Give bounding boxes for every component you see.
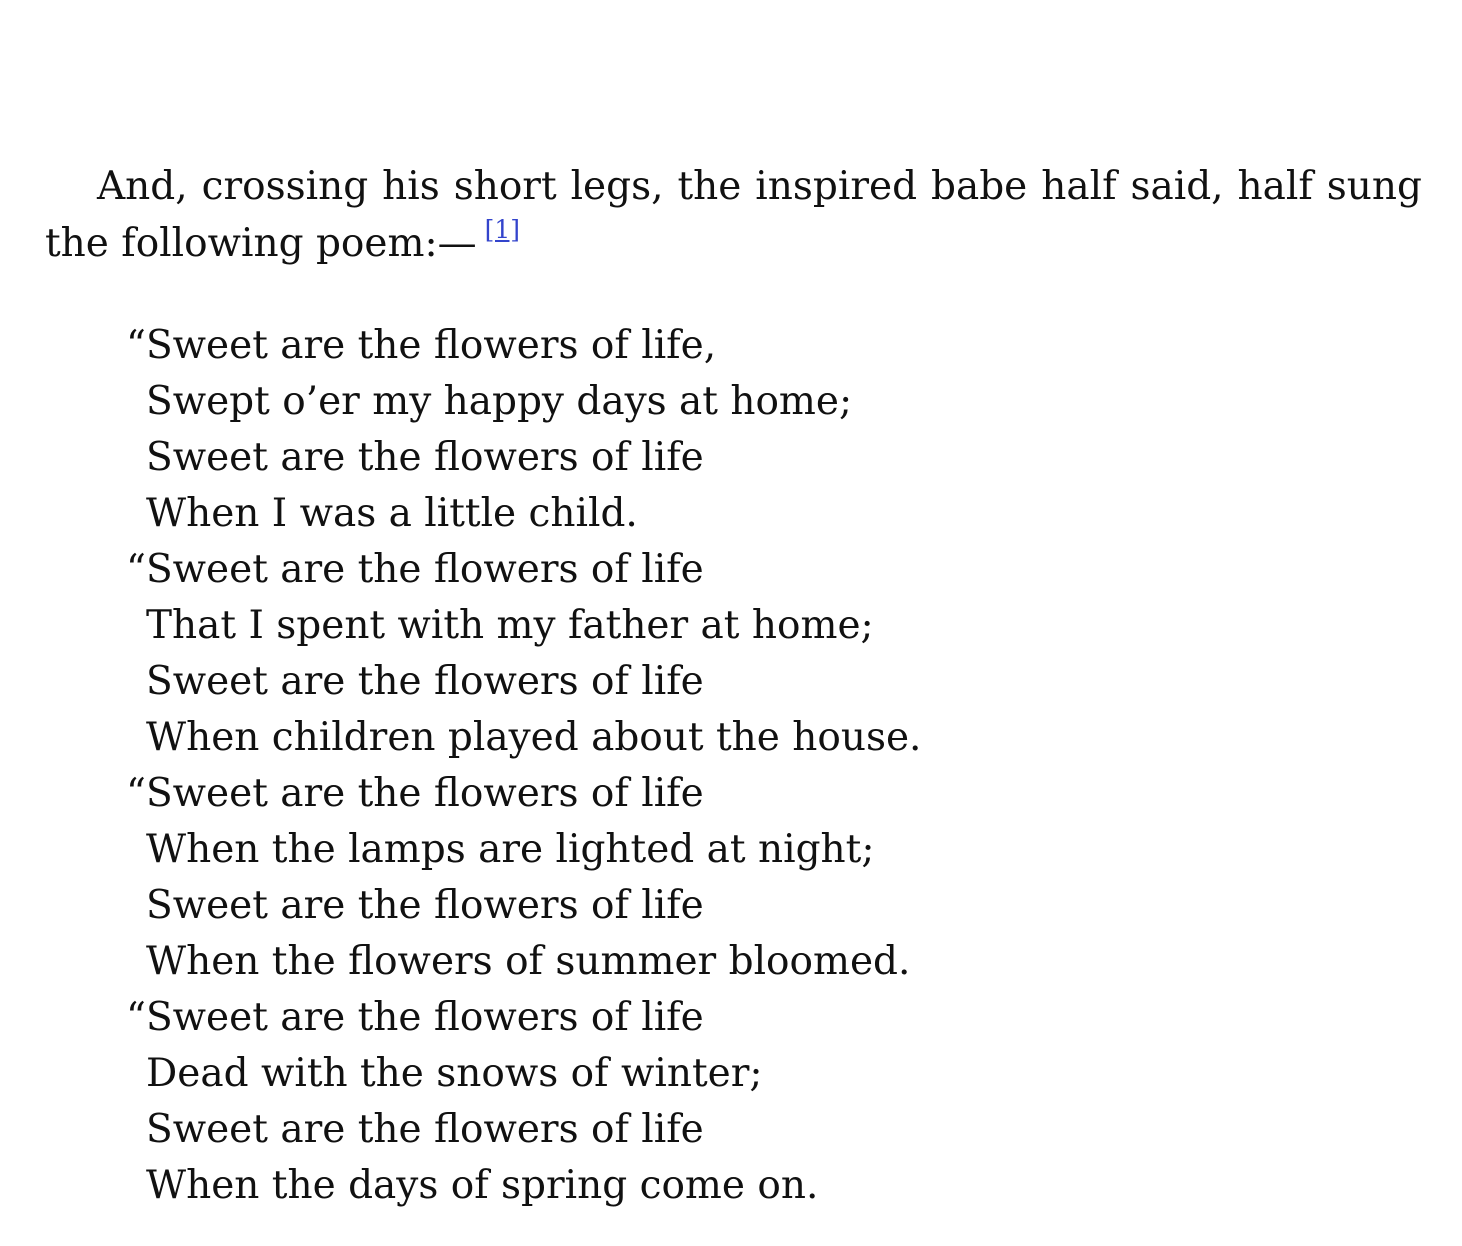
poem-line: When the lamps are lighted at night; bbox=[146, 827, 875, 872]
poem-line: “Sweet are the flowers of life bbox=[126, 771, 704, 816]
poem-line: Sweet are the flowers of life bbox=[146, 659, 704, 704]
poem-line: “Sweet are the flowers of life bbox=[126, 995, 704, 1040]
poem-line: When children played about the house. bbox=[146, 715, 922, 760]
poem-line: When the days of spring come on. bbox=[146, 1163, 819, 1208]
poem bbox=[126, 318, 921, 1214]
poem-line: “Sweet are the flowers of life, bbox=[126, 323, 717, 368]
poem-line: When I was a little child. bbox=[146, 491, 638, 536]
intro-paragraph-text: And, crossing his short legs, the inspired babe half said, half sung the following poem:— bbox=[45, 164, 1422, 266]
poem-line: Sweet are the flowers of life bbox=[146, 883, 704, 928]
poem-line: Sweet are the flowers of life bbox=[146, 435, 704, 480]
poem-line: Dead with the snows of winter; bbox=[146, 1051, 763, 1096]
poem-line: When the flowers of summer bloomed. bbox=[146, 939, 911, 984]
page-content bbox=[45, 158, 1422, 272]
poem-line: Sweet are the flowers of life bbox=[146, 1107, 704, 1152]
poem-line: That I spent with my father at home; bbox=[146, 603, 874, 648]
poem-line: Swept o’er my happy days at home; bbox=[146, 379, 853, 424]
footnote-link[interactable]: [1] bbox=[484, 215, 521, 244]
poem-line: “Sweet are the flowers of life bbox=[126, 547, 704, 592]
intro-paragraph bbox=[45, 158, 1422, 272]
